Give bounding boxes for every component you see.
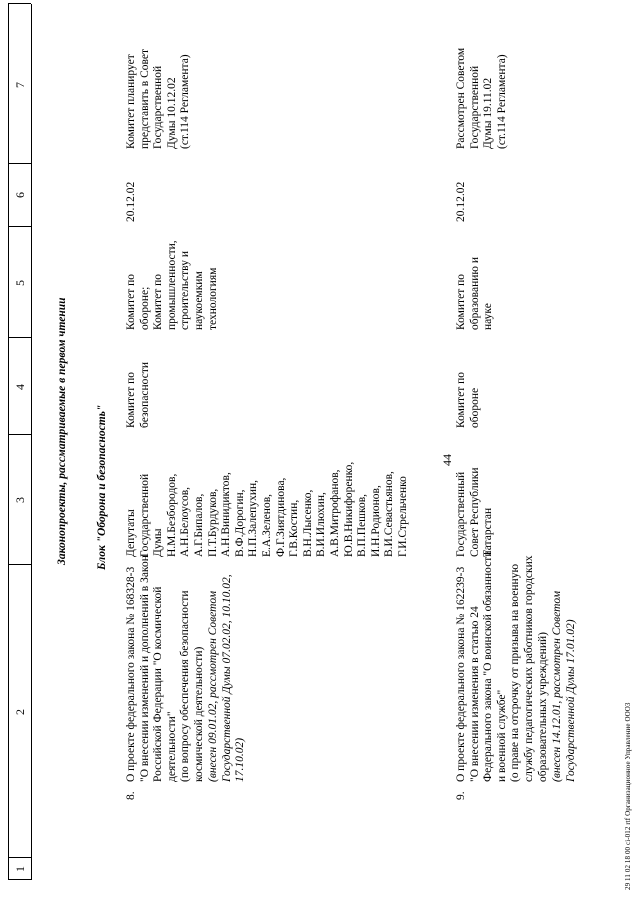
- block-title: Блок "Оборона и безопасность": [96, 404, 108, 570]
- author-line: Ф.Г.Зиятдинова,: [274, 477, 287, 557]
- row-note: [207, 574, 248, 782]
- title-line: (по вопросу обеспечения безопасности: [179, 590, 192, 782]
- note-line: Государственной Думы 17.01.02): [564, 619, 577, 782]
- responsible-cell: [125, 362, 152, 428]
- title-line: Российской Федерации "О космической: [152, 586, 165, 782]
- title-line: службу педагогических работников городских: [522, 555, 535, 782]
- title-line: О проекте федерального закона № 168328-3: [125, 566, 137, 782]
- row-number: 9.: [455, 791, 467, 800]
- col-num-1: 1: [13, 866, 27, 872]
- note-line: (внесен 09.01.02, рассмотрен Советом: [207, 590, 219, 782]
- col-num-4: 4: [13, 384, 27, 390]
- title-line: О проекте федерального закона № 162239-3: [455, 566, 467, 782]
- title-line: (о праве на отсрочку от призыва на военную: [509, 563, 522, 782]
- author-line: Думы: [152, 528, 165, 557]
- responsible-line: безопасности: [138, 361, 151, 428]
- co-executor-line: Комитет по: [455, 274, 467, 330]
- title-line: деятельности": [165, 711, 178, 782]
- responsible-line: обороне: [468, 387, 481, 428]
- co-executors-cell: [455, 257, 496, 330]
- col-sep-7: [8, 3, 31, 4]
- row-title: [125, 555, 207, 782]
- title-line: и военной службе": [495, 689, 508, 782]
- co-executor-line: науке: [482, 303, 495, 330]
- author-line: П.Т.Бурдуков,: [206, 488, 219, 557]
- date-line: 20.12.02: [455, 181, 467, 222]
- authors-cell: [455, 468, 496, 557]
- status-line: Государственной: [152, 65, 165, 149]
- author-line: Е.А.Зеленов,: [260, 494, 273, 557]
- col-num-7: 7: [13, 82, 27, 88]
- authors-cell: [125, 462, 410, 557]
- date-cell: [455, 182, 469, 222]
- title-line: космической деятельности): [192, 646, 205, 782]
- author-line: Г.И.Стрельченко: [396, 476, 409, 557]
- co-executor-line: промышленности,: [165, 240, 178, 330]
- responsible-line: Комитет по: [125, 372, 137, 428]
- author-line: Ю.В.Никифоренко,: [342, 461, 355, 557]
- co-executor-line: Комитет по: [125, 274, 137, 330]
- author-line: В.П.Пешков,: [356, 493, 369, 557]
- col-sep-0: [8, 879, 31, 880]
- col-sep-5: [8, 226, 31, 227]
- author-line: А.В.Митрофанов,: [328, 469, 341, 557]
- title-line: образовательных учреждений): [536, 632, 549, 782]
- co-executor-line: наукоемким: [192, 271, 205, 330]
- row-note: [551, 591, 578, 782]
- status-line: Рассмотрен Советом: [455, 47, 467, 149]
- responsible-cell: [455, 372, 482, 428]
- row-number: 8.: [125, 791, 137, 800]
- author-line: А.Н.Винидиктов,: [220, 472, 233, 557]
- status-line: Думы 19.11.02: [482, 77, 495, 149]
- col-sep-3: [8, 434, 31, 435]
- author-line: Совет Республики: [468, 467, 481, 557]
- note-line: Государственной Думы 07.02.02, 10.10.02,: [220, 574, 233, 782]
- author-line: А.Г.Бипалов,: [192, 493, 205, 557]
- author-line: В.И.Севастьянов,: [383, 471, 396, 557]
- status-line: представить в Совет: [138, 48, 151, 149]
- author-line: В.И.Илюхин,: [315, 492, 328, 557]
- col-sep-4: [8, 337, 31, 338]
- col-sep-1: [8, 857, 31, 858]
- page-number: 44: [440, 454, 454, 466]
- title-line: Федерального закона "О воинской обязанности: [482, 550, 495, 782]
- note-line: (внесен 14.12.01, рассмотрен Советом: [551, 590, 563, 782]
- author-line: Депутаты: [125, 509, 137, 557]
- co-executors-cell: [125, 240, 220, 330]
- header-bottom-border: [31, 4, 32, 880]
- author-line: Н.П.Залепухин,: [247, 479, 260, 557]
- co-executor-line: Комитет по: [152, 274, 165, 330]
- author-line: И.Н.Родионов,: [369, 485, 382, 557]
- section-title: Законопроекты, рассматриваемые в первом чтении: [56, 297, 68, 565]
- col-num-3: 3: [13, 497, 27, 503]
- author-line: Г.В.Костин,: [288, 499, 301, 557]
- co-executor-line: строительству и: [179, 251, 192, 330]
- responsible-line: Комитет по: [455, 372, 467, 428]
- col-sep-2: [8, 564, 31, 565]
- note-line: 17.10.02): [234, 737, 247, 782]
- col-num-6: 6: [13, 192, 27, 198]
- co-executor-line: образованию и: [468, 257, 481, 330]
- col-num-5: 5: [13, 280, 27, 286]
- co-executor-line: технологиям: [206, 267, 219, 330]
- status-cell: [125, 49, 193, 149]
- title-line: "О внесении изменений и дополнений в Закон: [138, 555, 151, 782]
- date-line: 20.12.02: [125, 181, 137, 222]
- co-executor-line: обороне;: [138, 286, 151, 330]
- status-cell: [455, 48, 509, 149]
- author-line: Государственный: [455, 471, 467, 557]
- header-top-border: [8, 4, 9, 880]
- col-num-2: 2: [13, 709, 27, 715]
- date-cell: [125, 182, 139, 222]
- footer-print-info: 29 11 02 18 00 сі-012 rtf Организационное Управление ООО3: [624, 702, 632, 890]
- status-line: Государственной: [468, 65, 481, 149]
- author-line: А.Н.Белоусов,: [179, 486, 192, 557]
- author-line: В.Н.Лысенко,: [301, 489, 314, 557]
- status-line: Думы 10.12.02: [165, 77, 178, 149]
- status-line: (ст.114 Регламента): [495, 54, 508, 149]
- row-title: [455, 551, 550, 782]
- title-line: "О внесении изменения в статью 24: [468, 606, 481, 782]
- author-line: Н.М.Безбородов,: [165, 473, 178, 557]
- author-line: Государственной: [138, 473, 151, 557]
- author-line: Татарстан: [482, 507, 495, 557]
- author-line: В.Ф.Дорогин,: [233, 489, 246, 557]
- status-line: (ст.114 Регламента): [179, 54, 192, 149]
- col-sep-6: [8, 163, 31, 164]
- status-line: Комитет планирует: [125, 54, 137, 149]
